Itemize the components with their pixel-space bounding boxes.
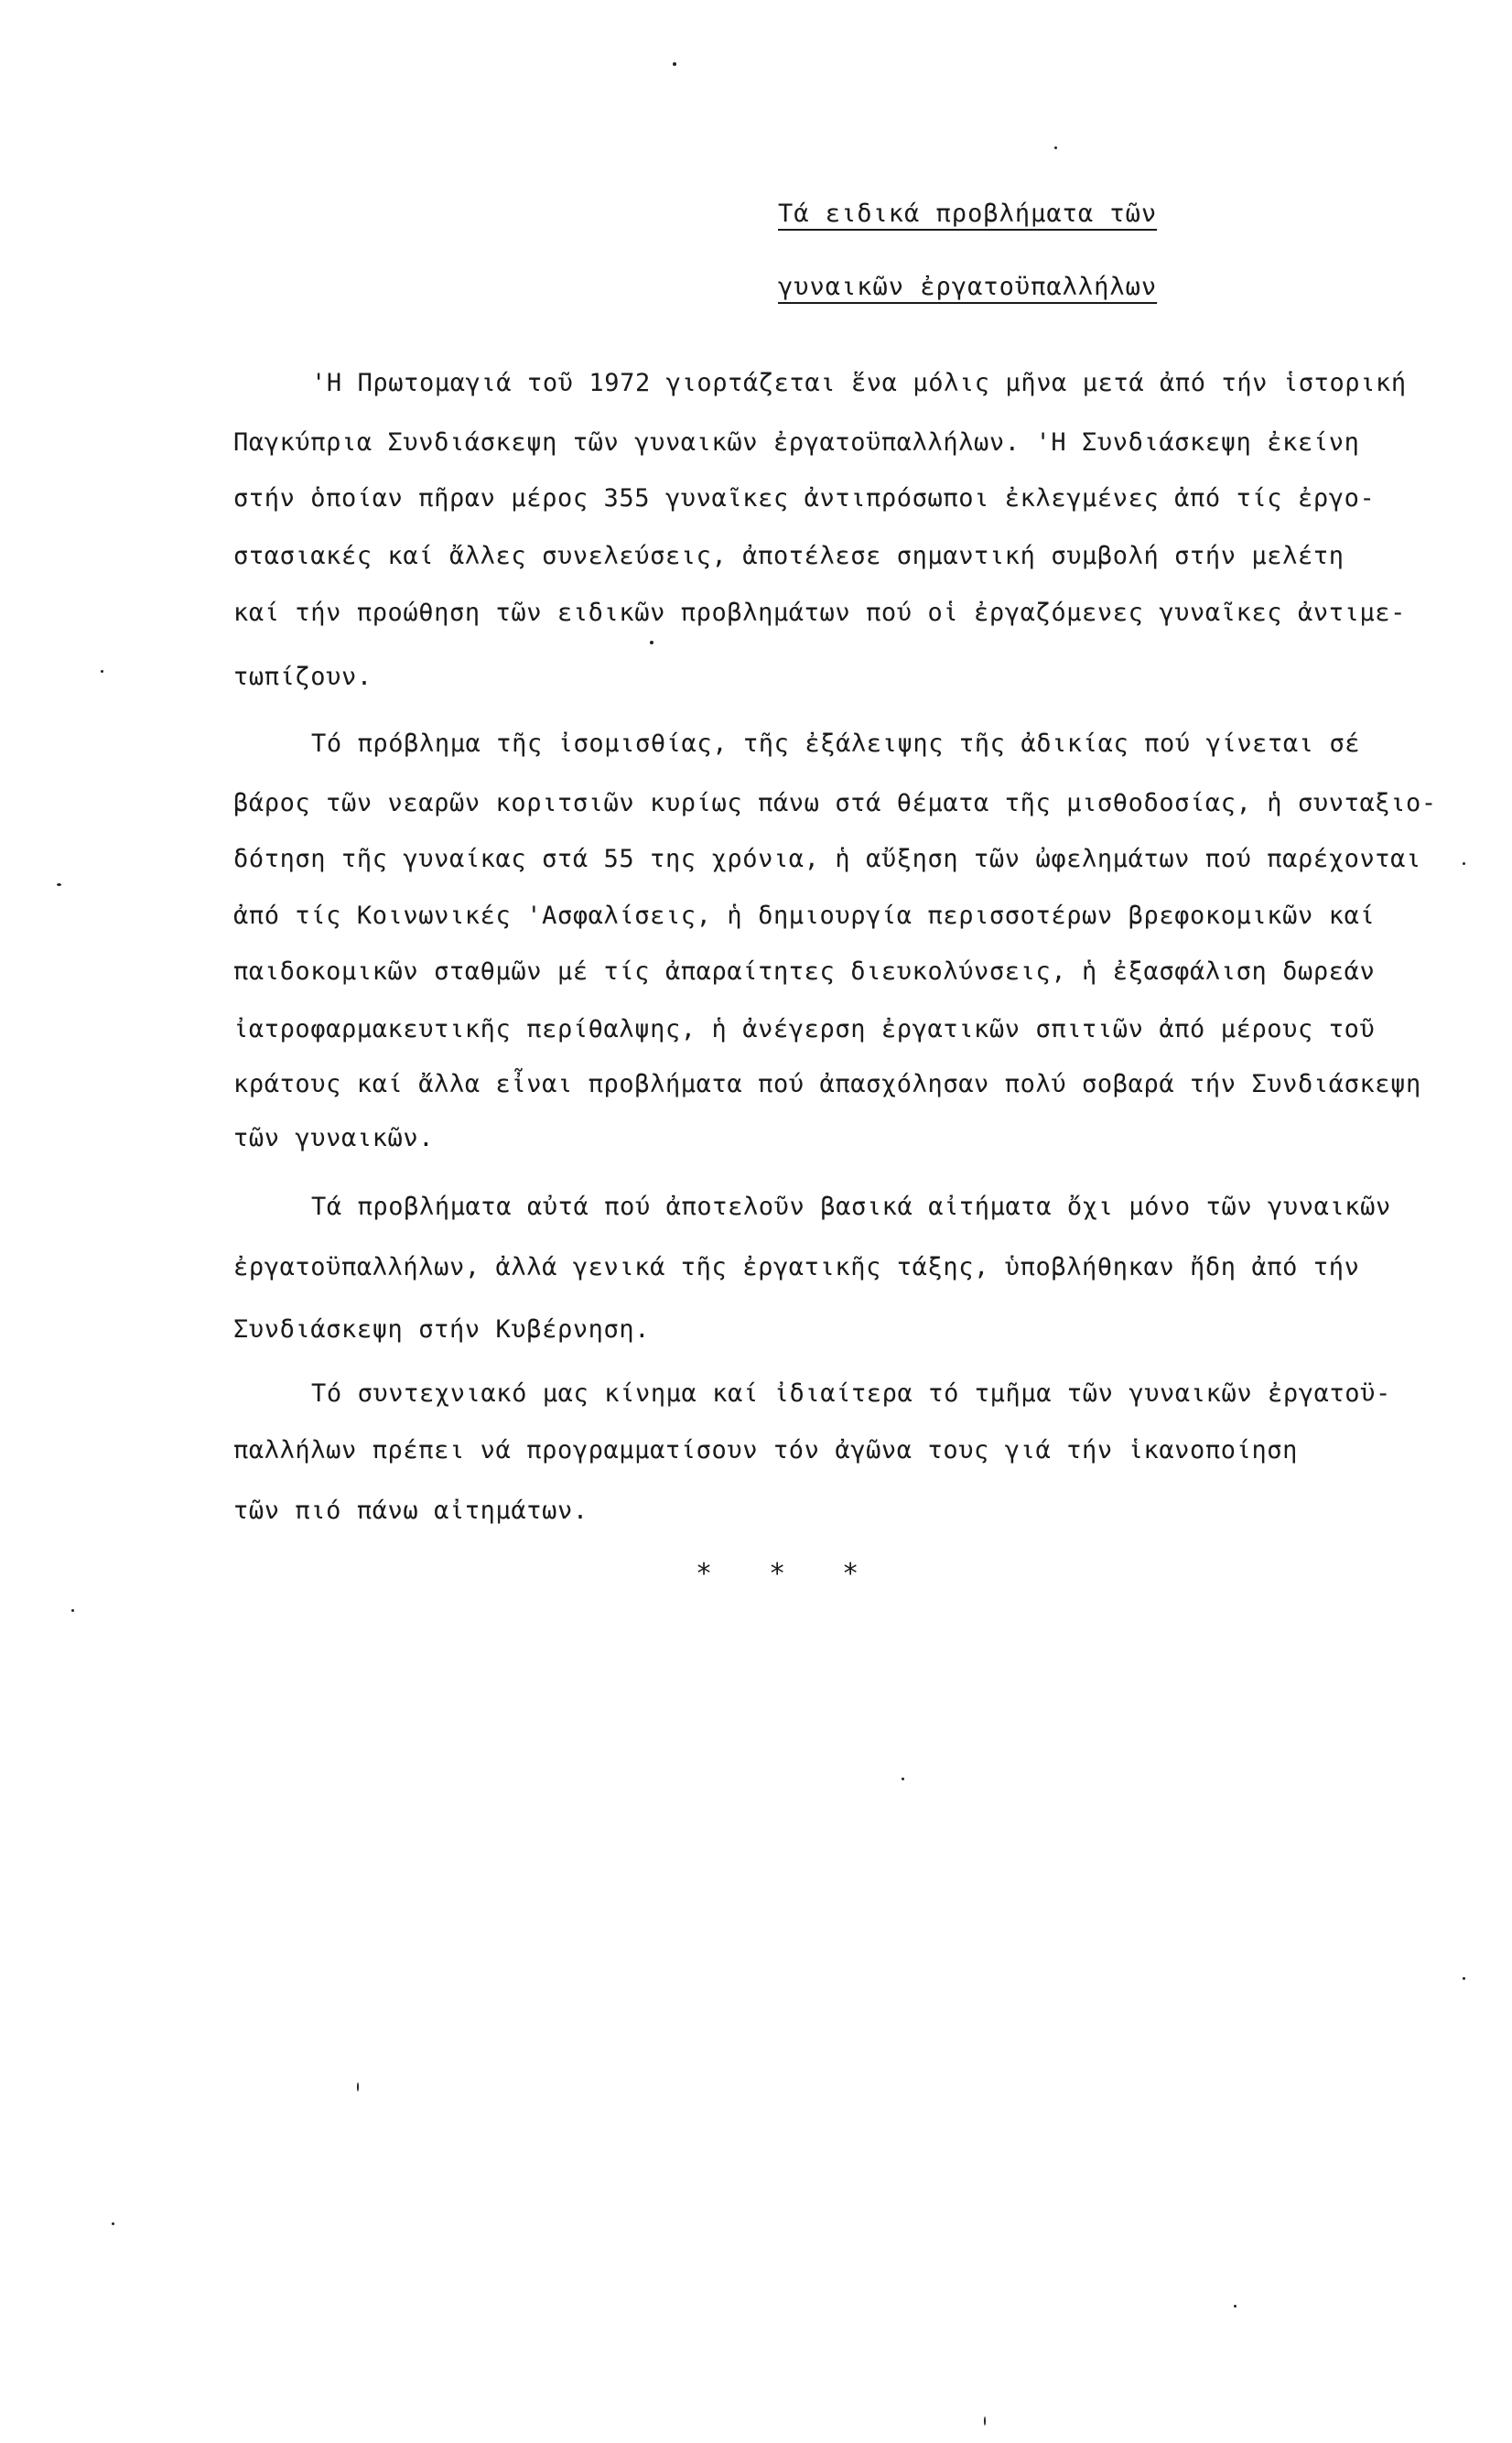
scan-speck xyxy=(984,2416,986,2426)
scan-speck xyxy=(902,1778,904,1780)
scan-speck xyxy=(57,883,61,886)
paragraph-1-line-4: στασιακές καί ἄλλες συνελεύσεις, ἀποτέλεσε σημαντική συμβολή στήν μελέτη xyxy=(233,542,1345,570)
paragraph-2-line-5: παιδοκομικῶν σταθμῶν μέ τίς ἀπαραίτητες διευκολύνσεις, ἡ ἐξασφάλιση δωρεάν xyxy=(233,957,1376,986)
scan-speck xyxy=(71,1609,74,1612)
document-title-line-1: Τά ειδικά προβλήματα τῶν xyxy=(778,200,1158,228)
paragraph-1-line-2: Παγκύπρια Συνδιάσκεψη τῶν γυναικῶν ἐργατοϋπαλλήλων. 'Η Συνδιάσκεψη ἐκείνη xyxy=(233,428,1360,457)
paragraph-2-line-4: ἀπό τίς Κοινωνικές 'Ασφαλίσεις, ἡ δημιουργία περισσοτέρων βρεφοκομικῶν καί xyxy=(233,902,1376,930)
paragraph-2-line-3: δότηση τῆς γυναίκας στά 55 της χρόνια, ἡ αὔξηση τῶν ὠφελημάτων πού παρέχονται xyxy=(233,845,1421,873)
closing-stars xyxy=(696,1558,899,1590)
paragraph-1-line-1: 'Η Πρωτομαγιά τοῦ 1972 γιορτάζεται ἕνα μόλις μῆνα μετά ἀπό τήν ἱστορική xyxy=(311,369,1407,397)
scan-speck xyxy=(673,62,676,66)
document-title-line-2: γυναικῶν ἐργατοϋπαλλήλων xyxy=(778,273,1158,301)
scan-speck xyxy=(650,641,653,644)
scan-speck xyxy=(1054,146,1057,149)
paragraph-2-line-2: βάρος τῶν νεαρῶν κοριτσιῶν κυρίως πάνω στά θέματα τῆς μισθοδοσίας, ἡ συνταξιο- xyxy=(233,789,1437,817)
scan-speck xyxy=(1463,1977,1465,1980)
scan-speck xyxy=(1463,862,1465,865)
paragraph-4-line-3: τῶν πιό πάνω αἰτημάτων. xyxy=(233,1497,589,1525)
star-2: * xyxy=(769,1558,786,1590)
star-1: * xyxy=(696,1558,713,1590)
paragraph-2-line-7: κράτους καί ἄλλα εἶναι προβλήματα πού ἀπασχόλησαν πολύ σοβαρά τήν Συνδιάσκεψη xyxy=(233,1070,1421,1098)
paragraph-1-line-5: καί τήν προώθηση τῶν ειδικῶν προβλημάτων πού οἱ ἐργαζόμενες γυναῖκες ἀντιμε- xyxy=(233,599,1407,627)
paragraph-3-line-3: Συνδιάσκεψη στήν Κυβέρνηση. xyxy=(233,1315,651,1344)
paragraph-1-line-6: τωπίζουν. xyxy=(233,663,373,691)
scan-speck xyxy=(1234,2305,1237,2308)
paragraph-3-line-1: Τά προβλήματα αὐτά πού ἀποτελοῦν βασικά αἰτήματα ὄχι μόνο τῶν γυναικῶν xyxy=(311,1193,1391,1221)
paragraph-4-line-2: παλλήλων πρέπει νά προγραμματίσουν τόν ἀγῶνα τους γιά τήν ἱκανοποίηση xyxy=(233,1436,1299,1465)
paragraph-3-line-2: ἐργατοϋπαλλήλων, ἀλλά γενικά τῆς ἐργατικῆς τάξης, ὑποβλήθηκαν ἤδη ἀπό τήν xyxy=(233,1253,1360,1281)
paragraph-1-line-3: στήν ὁποίαν πῆραν μέρος 355 γυναῖκες ἀντιπρόσωποι ἐκλεγμένες ἀπό τίς ἐργο- xyxy=(233,484,1376,513)
scan-speck xyxy=(101,670,103,673)
scan-speck xyxy=(112,2222,114,2225)
paragraph-2-line-8: τῶν γυναικῶν. xyxy=(233,1124,435,1152)
paragraph-2-line-6: ἰατροφαρμακευτικῆς περίθαλψης, ἡ ἀνέγερση ἐργατικῶν σπιτιῶν ἀπό μέρους τοῦ xyxy=(233,1015,1376,1043)
scan-speck xyxy=(357,2082,359,2092)
paragraph-4-line-1: Τό συντεχνιακό μας κίνημα καί ἰδιαίτερα τό τμῆμα τῶν γυναικῶν ἐργατοϋ- xyxy=(311,1379,1391,1408)
paragraph-2-line-1: Τό πρόβλημα τῆς ἰσομισθίας, τῆς ἐξάλειψης τῆς ἀδικίας πού γίνεται σέ xyxy=(311,730,1361,758)
star-3: * xyxy=(842,1558,859,1590)
